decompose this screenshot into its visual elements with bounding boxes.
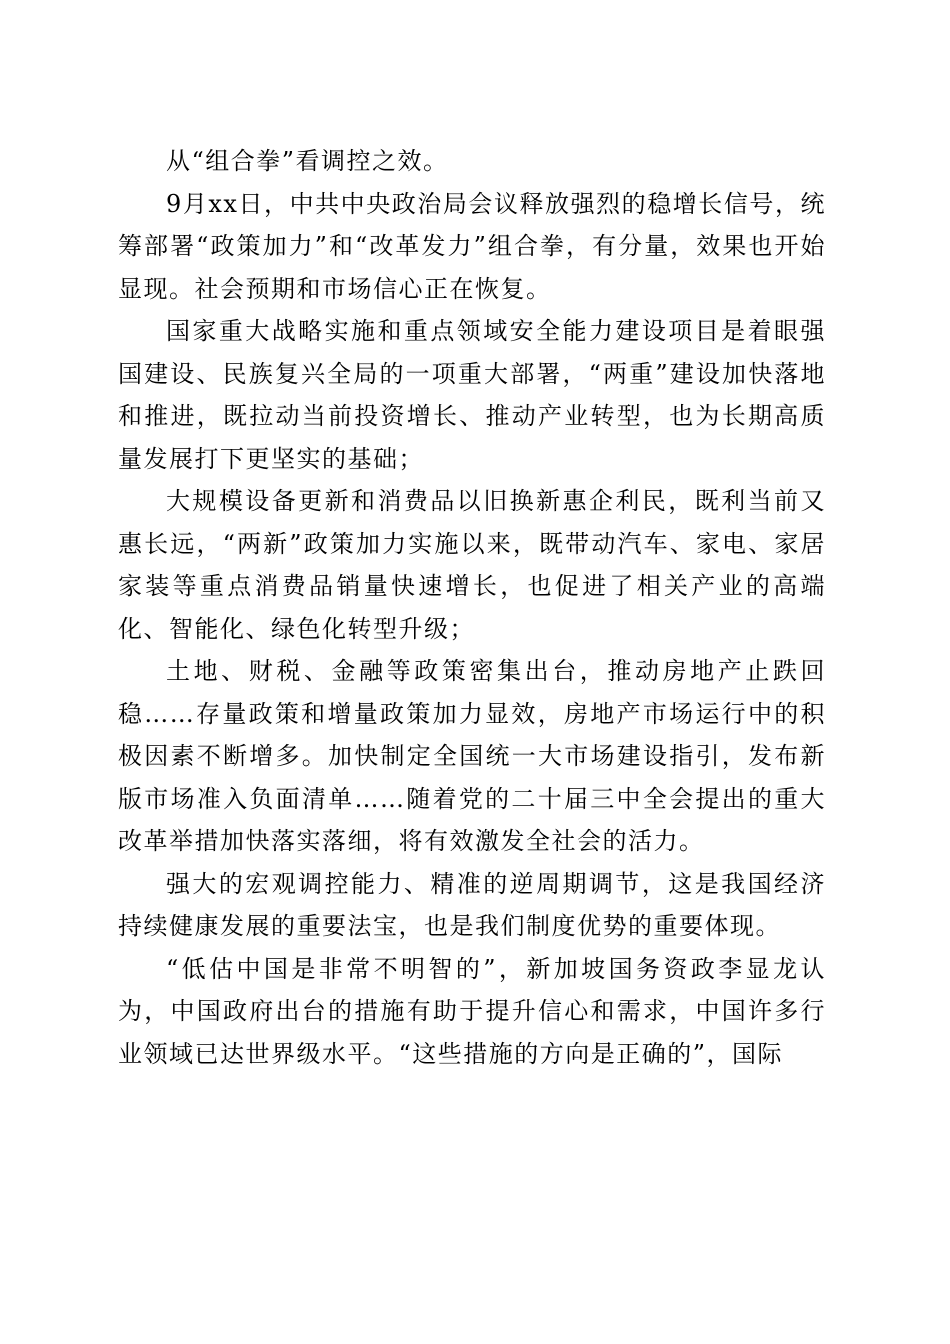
paragraph: 国家重大战略实施和重点领域安全能力建设项目是着眼强国建设、民族复兴全局的一项重大部署，“两重”建设加快落地和推进，既拉动当前投资增长、推动产业转型，也为长期高质量发展打下更坚实的基础；	[118, 317, 826, 473]
paragraph: 土地、财税、金融等政策密集出台，推动房地产止跌回稳……存量政策和增量政策加力显效，房地产市场运行中的积极因素不断增多。加快制定全国统一大市场建设指引，发布新版市场准入负面清单……随着党的二十届三中全会提出的重大改革举措加快落实落细，将有效激发全社会的活力。	[118, 657, 826, 855]
paragraph: “低估中国是非常不明智的”，新加坡国务资政李显龙认为，中国政府出台的措施有助于提升信心和需求，中国许多行业领域已达世界级水平。“这些措施的方向是正确的”，国际	[118, 954, 826, 1068]
paragraph: 大规模设备更新和消费品以旧换新惠企利民，既利当前又惠长远，“两新”政策加力实施以来，既带动汽车、家电、家居家装等重点消费品销量快速增长，也促进了相关产业的高端化、智能化、绿色化转型升级；	[118, 487, 826, 643]
paragraph-heading: 从“组合拳”看调控之效。	[166, 147, 449, 175]
document-body	[118, 140, 826, 1075]
paragraph: 9月xx日，中共中央政治局会议释放强烈的稳增长信号，统筹部署“政策加力”和“改革发力”组合拳，有分量，效果也开始显现。社会预期和市场信心正在恢复。	[118, 189, 826, 303]
paragraph: 强大的宏观调控能力、精准的逆周期调节，这是我国经济持续健康发展的重要法宝，也是我们制度优势的重要体现。	[118, 869, 826, 940]
